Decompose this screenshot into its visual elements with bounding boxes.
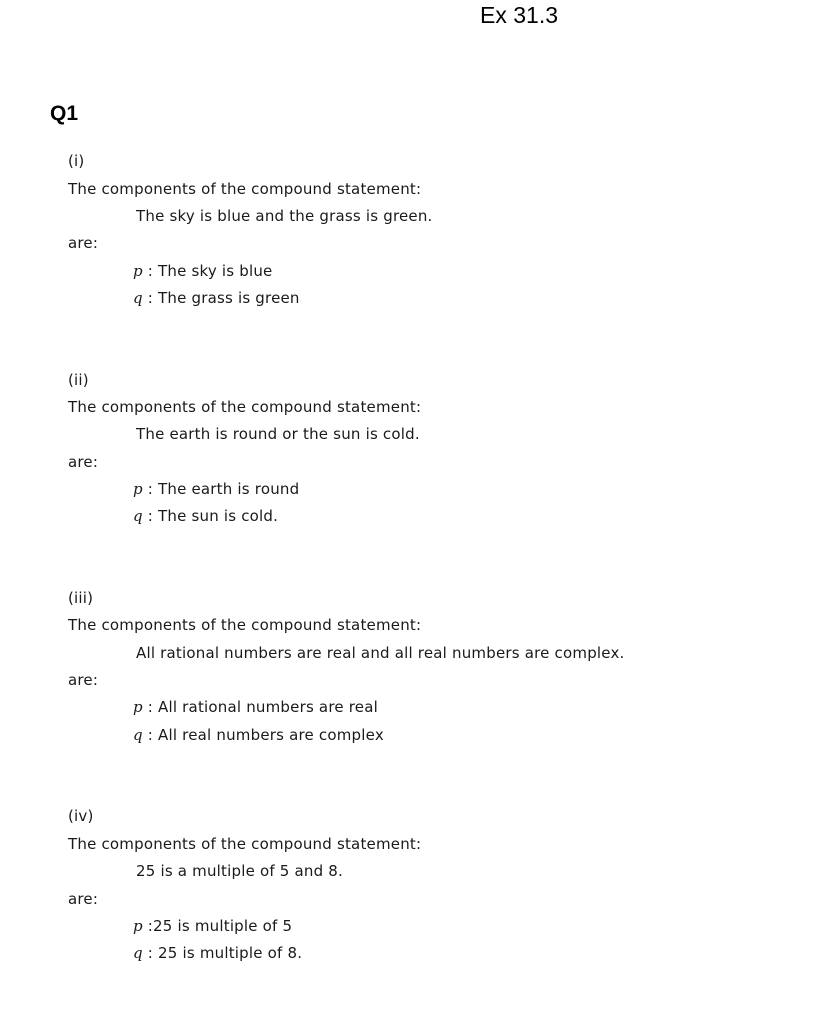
part-iii-label: (iii) xyxy=(68,589,94,607)
component-variable: p xyxy=(133,480,143,498)
part-iv-intro: The components of the compound statement: xyxy=(68,835,422,853)
exercise-title: Ex 31.3 xyxy=(480,2,558,28)
component-separator: : xyxy=(142,507,159,525)
part-ii-intro: The components of the compound statement: xyxy=(68,398,422,416)
part-iv-label: (iv) xyxy=(68,807,94,825)
component-text: The grass is green xyxy=(158,289,300,307)
part-i-intro: The components of the compound statement: xyxy=(68,180,422,198)
part-ii-statement: The earth is round or the sun is cold. xyxy=(136,425,420,443)
component-text: 25 is multiple of 5 xyxy=(153,917,293,935)
part-ii-label: (ii) xyxy=(68,371,89,389)
part-ii-component-p xyxy=(133,480,299,498)
part-i-are: are: xyxy=(68,234,99,252)
component-separator: : xyxy=(142,917,154,935)
part-iii-intro: The components of the compound statement: xyxy=(68,616,422,634)
component-separator: : xyxy=(142,262,159,280)
component-variable: p xyxy=(133,917,143,935)
question-label: Q1 xyxy=(50,102,79,125)
part-iv-component-q xyxy=(133,944,302,962)
component-separator: : xyxy=(142,944,159,962)
component-separator: : xyxy=(142,289,159,307)
component-variable: p xyxy=(133,698,143,716)
part-iii-component-q xyxy=(133,726,384,744)
part-i-component-p xyxy=(133,262,272,280)
component-variable: q xyxy=(133,507,143,525)
component-text: 25 is multiple of 8. xyxy=(158,944,303,962)
component-variable: q xyxy=(133,289,143,307)
component-separator: : xyxy=(142,726,159,744)
component-text: All rational numbers are real xyxy=(158,698,378,716)
part-i-statement: The sky is blue and the grass is green. xyxy=(136,207,433,225)
part-iv-statement: 25 is a multiple of 5 and 8. xyxy=(136,862,344,880)
component-variable: p xyxy=(133,262,143,280)
part-ii-component-q xyxy=(133,507,278,525)
component-separator: : xyxy=(142,480,159,498)
component-text: The earth is round xyxy=(158,480,300,498)
component-variable: q xyxy=(133,726,143,744)
part-i-component-q xyxy=(133,289,300,307)
component-text: The sun is cold. xyxy=(158,507,279,525)
part-i-label: (i) xyxy=(68,152,85,170)
part-iv-component-p xyxy=(133,917,292,935)
part-iii-statement: All rational numbers are real and all real numbers are complex. xyxy=(136,644,625,662)
component-separator: : xyxy=(142,698,159,716)
part-iii-component-p xyxy=(133,698,378,716)
component-text: All real numbers are complex xyxy=(158,726,384,744)
component-text: The sky is blue xyxy=(158,262,273,280)
part-iv-are: are: xyxy=(68,890,99,908)
component-variable: q xyxy=(133,944,143,962)
part-iii-are: are: xyxy=(68,671,99,689)
part-ii-are: are: xyxy=(68,453,99,471)
